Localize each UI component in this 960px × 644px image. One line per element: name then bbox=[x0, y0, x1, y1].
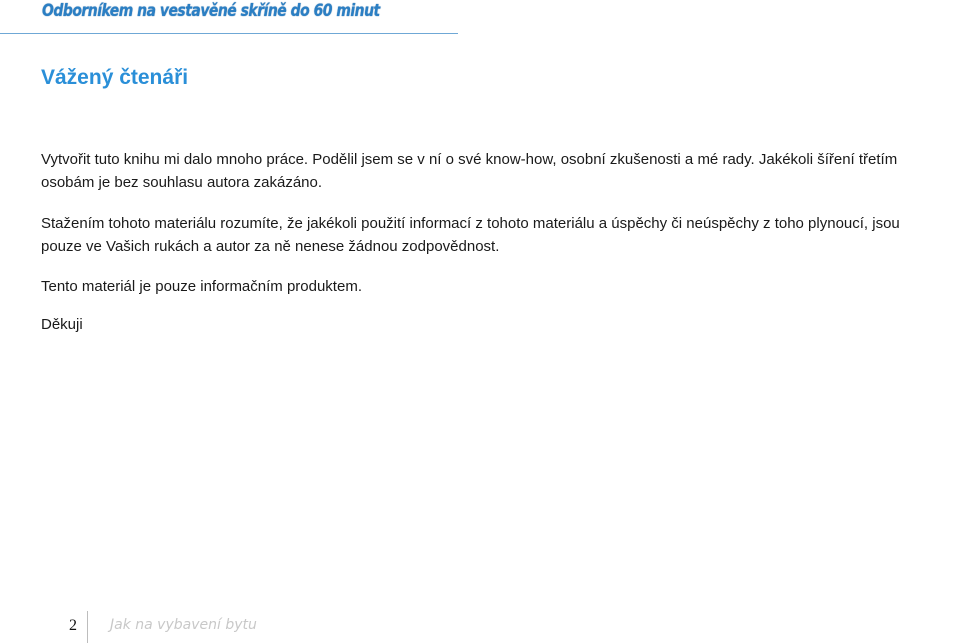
paragraph-thanks: Děkuji bbox=[41, 316, 83, 333]
page-number: 2 bbox=[69, 617, 77, 634]
footer-running-title: Jak na vybavení bytu bbox=[110, 617, 257, 633]
header-logo: Odborníkem na vestavěné skříně do 60 minut bbox=[42, 1, 380, 21]
footer-divider bbox=[87, 611, 88, 643]
page-title: Vážený čtenáři bbox=[41, 66, 189, 89]
paragraph-disclaimer: Stažením tohoto materiálu rozumíte, že jakékoli použití informací z tohoto materiálu a úspěchy či neúspěchy z toho plynoucí, jsou pouze ve Vašich rukách a autor za ně nenese žádnou zodpovědnost. bbox=[41, 215, 900, 255]
page-header bbox=[0, 0, 960, 36]
header-divider bbox=[0, 33, 458, 34]
paragraph-info-product: Tento materiál je pouze informačním produktem. bbox=[41, 278, 362, 295]
paragraph-copyright: Vytvořit tuto knihu mi dalo mnoho práce. Podělil jsem se v ní o své know-how, osobní zkušenosti a mé rady. Jakékoli šíření třetím osobám je bez souhlasu autora zakázáno. bbox=[41, 151, 898, 191]
page-footer bbox=[0, 606, 960, 644]
